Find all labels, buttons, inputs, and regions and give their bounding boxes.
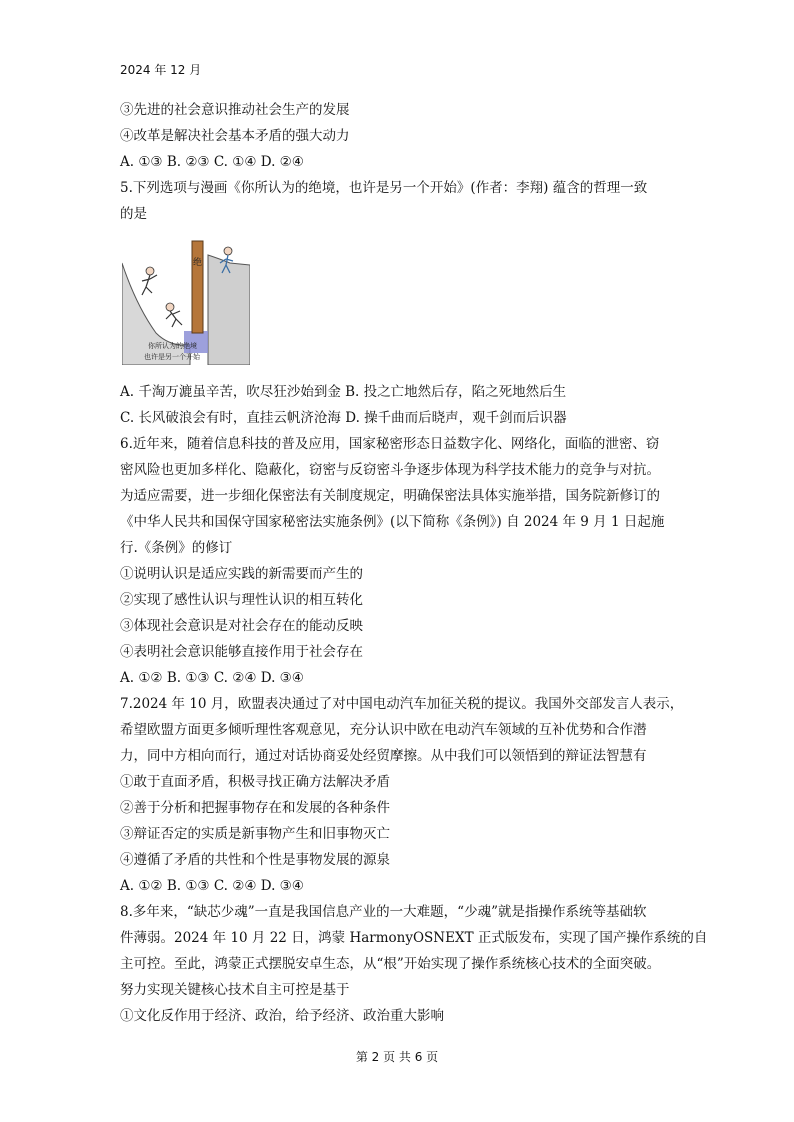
q7-stem-line-1: 7.2024 年 10 月，欧盟表决通过了对中国电动汽车加征关税的提议。我国外交部发言人表示，	[120, 696, 684, 712]
q6-option-3: ③体现社会意识是对社会存在的能动反映	[120, 618, 363, 634]
q4-answer-choices: A. ①③ B. ②③ C. ①④ D. ②④	[120, 154, 304, 170]
q5-stem-line-2: 的是	[120, 206, 147, 222]
q8-option-1: ①文化反作用于经济、政治，给予经济、政治重大影响	[120, 1008, 444, 1024]
q7-option-4: ④遵循了矛盾的共性和个性是事物发展的源泉	[120, 852, 390, 868]
q4-option-4: ④改革是解决社会基本矛盾的强大动力	[120, 128, 350, 144]
q5-answer-choices-cd: C. 长风破浪会有时，直挂云帆济沧海 D. 操千曲而后晓声，观千剑而后识器	[120, 410, 567, 426]
q7-stem-line-3: 力，同中方相向而行，通过对话协商妥处经贸摩擦。从中我们可以领悟到的辩证法智慧有	[120, 748, 647, 764]
header-date: 2024 年 12 月	[120, 63, 202, 77]
comic-caption-line-2: 也许是另一个开始	[144, 353, 200, 361]
q6-option-2: ②实现了感性认识与理性认识的相互转化	[120, 592, 363, 608]
q6-stem-line-5: 行.《条例》的修订	[120, 540, 233, 556]
q6-answer-choices: A. ①② B. ①③ C. ②④ D. ③④	[120, 670, 304, 686]
q6-option-4: ④表明社会意识能够直接作用于社会存在	[120, 644, 363, 660]
comic-sign-text: 绝	[193, 258, 203, 268]
q6-stem-line-1: 6.近年来，随着信息科技的普及应用，国家秘密形态日益数字化、网络化，面临的泄密、窃	[120, 436, 660, 452]
cartoon-illustration	[122, 235, 250, 365]
q7-stem-line-2: 希望欧盟方面更多倾听理性客观意见，充分认识中欧在电动汽车领域的互补优势和合作潜	[120, 722, 647, 738]
q6-stem-line-4: 《中华人民共和国保守国家秘密法实施条例》(以下简称《条例》) 自 2024 年 9 月 1 日起施	[120, 514, 665, 530]
q8-stem-line-4: 努力实现关键核心技术自主可控是基于	[120, 982, 350, 998]
comic-caption-line-1: 你所认为的绝境	[148, 342, 197, 350]
q8-stem-line-3: 主可控。至此，鸿蒙正式摆脱安卓生态，从“根”开始实现了操作系统核心技术的全面突破。	[120, 956, 661, 972]
q6-option-1: ①说明认识是适应实践的新需要而产生的	[120, 566, 363, 582]
page-content	[120, 97, 708, 1029]
q8-stem-line-2: 件薄弱。2024 年 10 月 22 日，鸿蒙 HarmonyOSNEXT 正式版发布，实现了国产操作系统的自	[120, 930, 708, 946]
q5-answer-choices-ab: A. 千淘万漉虽辛苦，吹尽狂沙始到金 B. 投之亡地然后存，陷之死地然后生	[120, 384, 567, 400]
q6-stem-line-2: 密风险也更加多样化、隐蔽化，窃密与反窃密斗争逐步体现为科学技术能力的竞争与对抗。	[120, 462, 660, 478]
q6-stem-line-3: 为适应需要，进一步细化保密法有关制度规定，明确保密法具体实施举措，国务院新修订的	[120, 488, 660, 504]
q7-option-1: ①敢于直面矛盾，积极寻找正确方法解决矛盾	[120, 774, 390, 790]
q4-option-3: ③先进的社会意识推动社会生产的发展	[120, 102, 350, 118]
q5-stem-line-1: 5.下列选项与漫画《你所认为的绝境，也许是另一个开始》(作者：李翔) 蕴含的哲理一致	[120, 180, 648, 196]
q7-answer-choices: A. ①② B. ①③ C. ②④ D. ③④	[120, 878, 304, 894]
page-number-footer: 第 2 页 共 6 页	[355, 1050, 439, 1064]
q8-stem-line-1: 8.多年来，“缺芯少魂”一直是我国信息产业的一大难题，“少魂”就是指操作系统等基础软	[120, 904, 647, 920]
q7-option-3: ③辩证否定的实质是新事物产生和旧事物灭亡	[120, 826, 390, 842]
q7-option-2: ②善于分析和把握事物存在和发展的各种条件	[120, 800, 390, 816]
